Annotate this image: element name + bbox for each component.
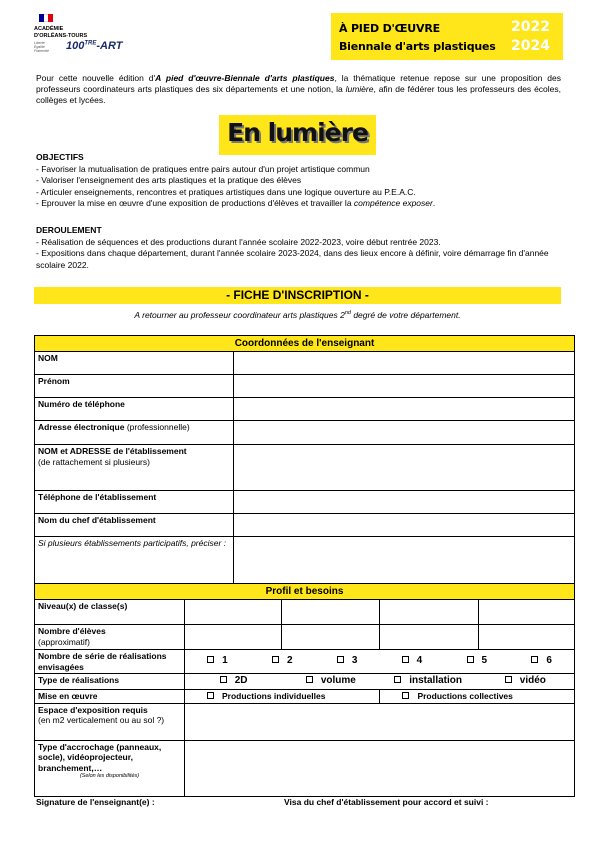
checkbox-icon[interactable] [207, 656, 214, 663]
eleves-cell[interactable] [282, 625, 380, 650]
accrochage-field[interactable] [184, 740, 574, 796]
label-tel-etablissement: Téléphone de l'établissement [35, 491, 234, 514]
section-coordonnees: Coordonnées de l'enseignant [35, 336, 575, 352]
tel-etablissement-field[interactable] [233, 491, 574, 514]
label-accrochage: Type d'accrochage (panneaux, socle), vidéoprojecteur, branchement,… (Selon les disponibilités) [35, 740, 185, 796]
registration-form [34, 335, 575, 797]
label-nombre-eleves: Nombre d'élèves (approximatif) [35, 625, 185, 650]
type-option-installation[interactable]: installation [379, 676, 476, 687]
banner-year-end: 2024 [511, 38, 550, 54]
fiche-inscription-title: - FICHE D'INSCRIPTION - [34, 287, 561, 304]
checkbox-icon[interactable] [394, 676, 401, 683]
objectifs-section [36, 152, 561, 210]
deroulement-heading: DEROULEMENT [36, 225, 102, 235]
label-nombre-series: Nombre de série de réalisations envisagées [35, 650, 185, 674]
email-field[interactable] [233, 421, 574, 445]
return-instructions: A retourner au professeur coordinateur arts plastiques 2nd degré de votre département. [134, 310, 461, 320]
type-option-video[interactable]: vidéo [477, 676, 574, 687]
telephone-field[interactable] [233, 398, 574, 421]
label-prenom: Prénom [35, 375, 234, 398]
republic-motto: Liberté Égalité Fraternité [34, 41, 49, 53]
deroulement-item: - Expositions dans chaque département, durant l'année scolaire 2023-2024, dans des lieux encore à définir, voire démarrage fin d'année scolaire 2022. [36, 248, 549, 270]
theme-title: En lumière [219, 115, 376, 155]
series-option-5[interactable]: 5 [444, 656, 509, 667]
checkbox-icon[interactable] [220, 676, 227, 683]
banner-title: À PIED D'ŒUVRE [339, 22, 440, 35]
type-option-volume[interactable]: volume [282, 676, 379, 687]
type-option-2d[interactable]: 2D [185, 676, 282, 687]
accrochage-note: (Selon les disponibilités) [79, 773, 140, 779]
label-mise-en-oeuvre: Mise en œuvre [35, 690, 185, 704]
label-etablissement: NOM et ADRESSE de l'établissement (de rattachement si plusieurs) [35, 445, 234, 491]
prenom-field[interactable] [233, 375, 574, 398]
label-plusieurs-etablissements: Si plusieurs établissements participatifs, préciser : [35, 537, 234, 584]
niveau-cell[interactable] [282, 600, 380, 625]
series-option-3[interactable]: 3 [315, 656, 380, 667]
label-type-realisations: Type de réalisations [35, 674, 185, 690]
checkbox-icon[interactable] [272, 656, 279, 663]
checkbox-icon[interactable] [337, 656, 344, 663]
section-profil: Profil et besoins [35, 584, 575, 600]
objectif-item: - Favoriser la mutualisation de pratiques entre pairs autour d'un projet artistique commun [36, 163, 370, 174]
checkbox-icon[interactable] [505, 676, 512, 683]
espace-exposition-field[interactable] [184, 703, 574, 740]
chef-etablissement-field[interactable] [233, 514, 574, 537]
series-option-4[interactable]: 4 [380, 656, 445, 667]
label-telephone: Numéro de téléphone [35, 398, 234, 421]
niveau-cell[interactable] [184, 600, 281, 625]
label-chef-etablissement: Nom du chef d'établissement [35, 514, 234, 537]
signature-enseignant: Signature de l'enseignant(e) : [36, 797, 155, 807]
checkbox-icon[interactable] [467, 656, 474, 663]
label-nom: NOM [35, 352, 234, 375]
objectif-item: - Eprouver la mise en œuvre d'une exposition de productions d'élèves et travailler la compétence exposer. [36, 198, 436, 208]
label-niveau: Niveau(x) de classe(s) [35, 600, 185, 625]
eleves-cell[interactable] [478, 625, 574, 650]
checkbox-icon[interactable] [402, 656, 409, 663]
objectifs-heading: OBJECTIFS [36, 152, 84, 162]
etablissement-field[interactable] [233, 445, 574, 491]
series-option-6[interactable]: 6 [509, 656, 574, 667]
mise-option-individuelles[interactable]: Productions individuelles [184, 690, 379, 704]
deroulement-item: - Réalisation de séquences et des productions durant l'année scolaire 2022-2023, voire début rentrée 2023. [36, 236, 441, 247]
event-banner [331, 13, 563, 60]
plusieurs-etablissements-field[interactable] [233, 537, 574, 584]
checkbox-icon[interactable] [306, 676, 313, 683]
checkbox-icon[interactable] [207, 692, 214, 699]
label-email: Adresse électronique (professionnelle) [35, 421, 234, 445]
deroulement-section [36, 225, 561, 271]
checkbox-icon[interactable] [402, 692, 409, 699]
type-options [184, 674, 574, 690]
mise-option-collectives[interactable]: Productions collectives [380, 690, 575, 704]
french-flag-icon [39, 14, 53, 22]
series-option-2[interactable]: 2 [250, 656, 315, 667]
eleves-cell[interactable] [184, 625, 281, 650]
niveau-cell[interactable] [380, 600, 478, 625]
objectif-item: - Valoriser l'enseignement des arts plastiques et la pratique des élèves [36, 175, 302, 185]
label-espace-exposition: Espace d'exposition requis (en m2 verticalement ou au sol ?) [35, 703, 185, 740]
eleves-cell[interactable] [380, 625, 478, 650]
intro-paragraph: Pour cette nouvelle édition d'A pied d'œuvre-Biennale d'arts plastiques, la thématique retenue repose sur une proposition des professeurs coordinateurs arts plastiques des six départements et une notion, la lumière, afin de fédérer tous les professeurs des écoles, collèges et lycées. [36, 73, 561, 105]
academy-name: ACADÉMIE D'ORLÉANS-TOURS [34, 26, 88, 39]
banner-year-start: 2022 [511, 19, 550, 35]
checkbox-icon[interactable] [531, 656, 538, 663]
visa-chef-etablissement: Visa du chef d'établissement pour accord et suivi : [284, 797, 489, 807]
academy-logo [34, 14, 144, 62]
nom-field[interactable] [233, 352, 574, 375]
banner-subtitle: Biennale d'arts plastiques [339, 40, 496, 53]
objectif-item: - Articuler enseignements, rencontres et pratiques artistiques dans une logique ouverture au P.E.A.C. [36, 186, 416, 197]
series-options [184, 650, 574, 674]
series-option-1[interactable]: 1 [185, 656, 250, 667]
centenaire-art-logo: $100^{TRE}$-ART [66, 40, 123, 52]
niveau-cell[interactable] [478, 600, 574, 625]
